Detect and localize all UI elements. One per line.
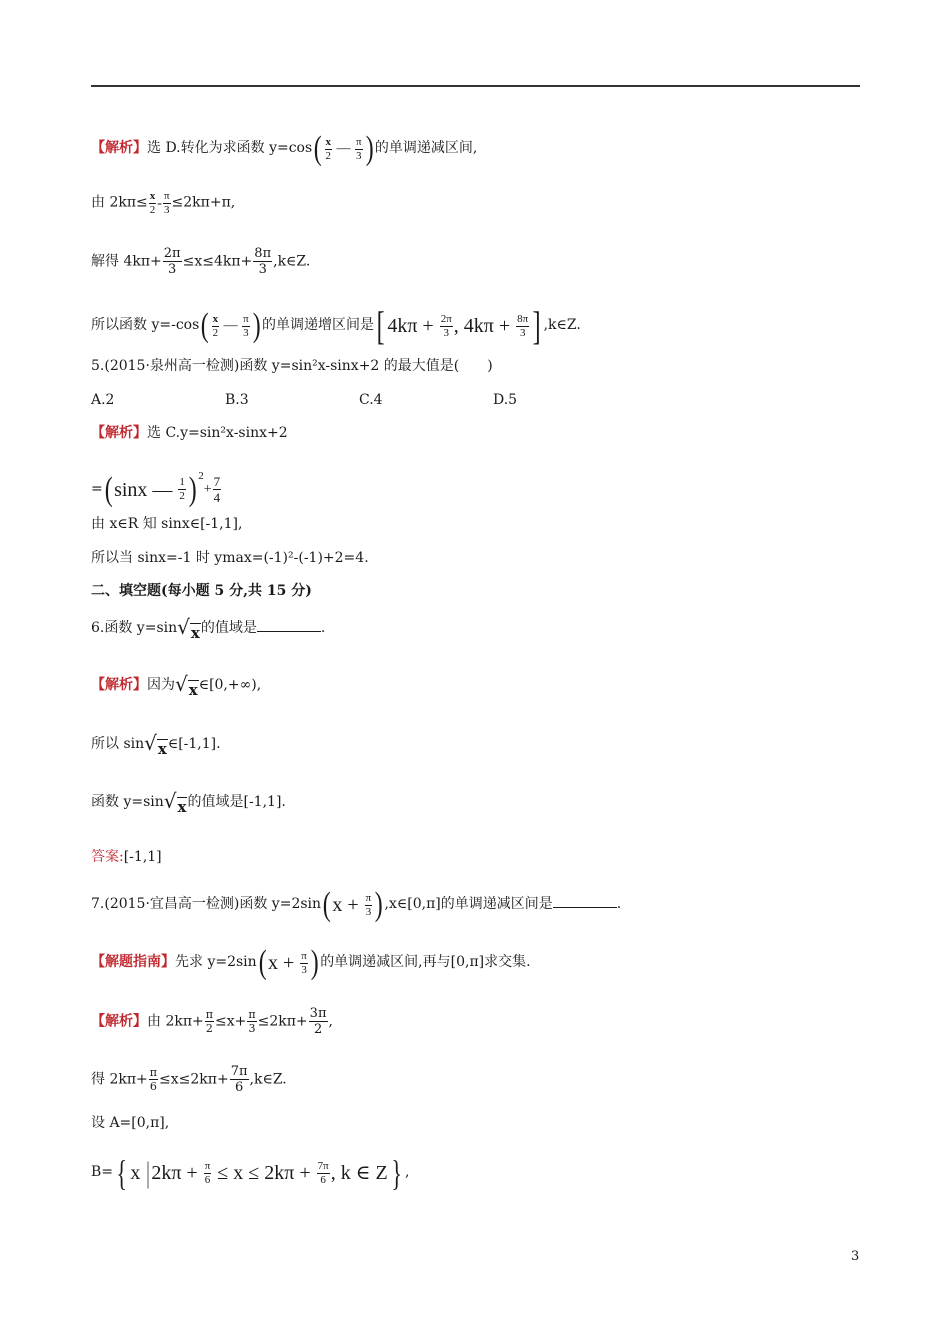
q6-stem: 6.函数 y=sin√x的值域是 .	[91, 615, 326, 642]
q5-solution-line-2: =(sinx — $\frac{1}{2}$ ) $^2$+ $\frac{7}{4}$	[91, 470, 221, 508]
option-d: D.5	[493, 392, 518, 408]
increasing-interval: [ 4kπ + $\frac{2\pi}{3}$ , 4kπ + $\frac{8\pi}{3}$ ]	[376, 303, 541, 348]
q7-solution-line-2: 得 2kπ+ $\frac{\pi}{6}$ ≤x≤2kπ+ $\frac{7\pi}{6}$ ,k∈Z.	[91, 1064, 287, 1095]
option-b: B.3	[225, 392, 249, 408]
q5-stem: 5.(2015·泉州高一检测)函数 y=sin²x-sinx+2 的最大值是( )	[91, 358, 493, 374]
cos-argument: ( $\frac{x}{2}$ — $\frac{\pi}{3}$ )	[313, 130, 374, 167]
q7-solution-line-1: 【解析】由 2kπ+ $\frac{\pi}{2}$ ≤x+ $\frac{\pi}{3}$ ≤2kπ+ $\frac{3\pi}{2}$ ,	[91, 1006, 333, 1037]
answer-blank	[257, 617, 321, 632]
q4-solution-line-3: 解得 4kπ+ $\frac{2\pi}{3}$ ≤x≤4kπ+ $\frac{8\pi}{3}$ ,k∈Z.	[91, 246, 311, 277]
q7-solution-line-3: 设 A=[0,π],	[91, 1115, 170, 1131]
section-heading: 二、填空题(每小题 5 分,共 15 分)	[91, 583, 312, 599]
q6-solution-line-2: 所以 sin√x∈[-1,1].	[91, 731, 221, 758]
q4-solution-line-1: 【解析】选 D.转化为求函数 y=cos( $\frac{x}{2}$ — $\frac{\pi}{3}$ ) 的单调递减区间,	[91, 130, 478, 167]
q7-stem: 7.(2015·宜昌高一检测)函数 y=2sin(x + $\frac{\pi}{3}$ ) ,x∈[0,π]的单调递减区间是 .	[91, 886, 622, 923]
jiexi-tag: 【解析】	[91, 140, 147, 157]
set-b: { x |2kπ + $\frac{\pi}{6}$ ≤ x ≤ 2kπ + $\frac{7\pi}{6}$ , k ∈ Z}	[116, 1153, 402, 1193]
q4-solution-line-4: 所以函数 y=-cos( $\frac{x}{2}$ — $\frac{\pi}{3}$ ) 的单调递增区间是[ 4kπ + $\frac{2\pi}{3}$ , 4kπ + $\frac{8\pi}{3}$ ] ,k∈Z.	[91, 303, 581, 348]
q5-solution-line-4: 所以当 sinx=-1 时 ymax=(-1)²-(-1)+2=4.	[91, 550, 369, 566]
q7-guide: 【解题指南】先求 y=2sin(x + $\frac{\pi}{3}$ ) 的单调递减区间,再与[0,π]求交集.	[91, 944, 531, 981]
option-c: C.4	[359, 392, 383, 408]
q5-solution-line-1: 【解析】选 C.y=sin²x-sinx+2	[91, 425, 288, 441]
q6-solution-line-3: 函数 y=sin√x的值域是[-1,1].	[91, 789, 286, 816]
q6-answer: 答案:[-1,1]	[91, 849, 162, 865]
page-number: 3	[851, 1249, 860, 1264]
guide-tag: 【解题指南】	[91, 954, 175, 971]
q7-solution-line-4: B={ x |2kπ + $\frac{\pi}{6}$ ≤ x ≤ 2kπ + $\frac{7\pi}{6}$ , k ∈ Z} ,	[91, 1153, 410, 1193]
option-a: A.2	[91, 392, 115, 408]
q4-solution-line-2: 由 2kπ≤ $\frac{x}{2}$ - $\frac{\pi}{3}$ ≤2kπ+π,	[91, 190, 236, 216]
q5-solution-line-3: 由 x∈R 知 sinx∈[-1,1],	[91, 516, 243, 532]
header-rule	[91, 85, 860, 87]
q6-solution-line-1: 【解析】因为√x∈[0,+∞),	[91, 672, 262, 699]
q5-options	[91, 390, 627, 410]
